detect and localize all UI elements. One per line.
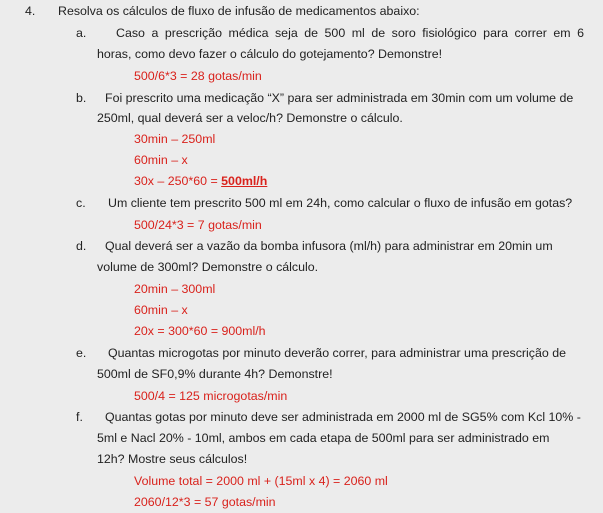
item-b-answer-2: 60min – x xyxy=(134,153,188,167)
item-c-answer: 500/24*3 = 7 gotas/min xyxy=(134,218,262,232)
item-f-letter: f. xyxy=(76,410,83,424)
item-d-answer-2: 60min – x xyxy=(134,303,188,317)
item-b-letter: b. xyxy=(76,91,87,105)
item-a-line-1: Caso a prescrição médica seja de 500 ml de soro fisiológico para correr em 6 xyxy=(116,26,584,40)
item-c-letter: c. xyxy=(76,196,86,210)
item-b-answer-prefix: 30x – 250*60 = xyxy=(134,174,222,188)
item-e-answer: 500/4 = 125 microgotas/min xyxy=(134,389,288,403)
item-f-line-1: Quantas gotas por minuto deve ser administrada em 2000 ml de SG5% com Kcl 10% - xyxy=(105,410,581,424)
item-c-line-1: Um cliente tem prescrito 500 ml em 24h, como calcular o fluxo de infusão em gotas? xyxy=(108,196,573,210)
item-a-letter: a. xyxy=(76,26,87,40)
item-e-line-1: Quantas microgotas por minuto deverão correr, para administrar uma prescrição de xyxy=(108,346,566,360)
item-d-letter: d. xyxy=(76,239,87,253)
item-b-answer-3 xyxy=(134,173,267,189)
item-d-answer-3: 20x = 300*60 = 900ml/h xyxy=(134,324,266,338)
item-b-line-2: 250ml, qual deverá ser a veloc/h? Demonstre o cálculo. xyxy=(97,111,403,125)
question-number: 4. xyxy=(25,4,36,18)
item-d-line-2: volume de 300ml? Demonstre o cálculo. xyxy=(97,260,319,274)
item-a-answer: 500/6*3 = 28 gotas/min xyxy=(134,69,262,83)
item-f-line-3: 12h? Mostre seus cálculos! xyxy=(97,452,248,466)
item-b-answer-1: 30min – 250ml xyxy=(134,132,216,146)
item-e-letter: e. xyxy=(76,346,87,360)
item-f-answer-2: 2060/12*3 = 57 gotas/min xyxy=(134,495,276,509)
item-f-answer-1: Volume total = 2000 ml + (15ml x 4) = 2060 ml xyxy=(134,474,388,488)
item-a-line-2: horas, como devo fazer o cálculo do gotejamento? Demonstre! xyxy=(97,47,443,61)
item-d-answer-1: 20min – 300ml xyxy=(134,282,216,296)
item-b-line-1: Foi prescrito uma medicação “X” para ser administrada em 30min com um volume de xyxy=(105,91,574,105)
item-b-answer-result: 500ml/h xyxy=(221,174,268,188)
item-d-line-1: Qual deverá ser a vazão da bomba infusora (ml/h) para administrar em 20min um xyxy=(105,239,553,253)
item-f-line-2: 5ml e Nacl 20% - 10ml, ambos em cada etapa de 500ml para ser administrado em xyxy=(97,431,550,445)
item-e-line-2: 500ml de SF0,9% durante 4h? Demonstre! xyxy=(97,367,333,381)
question-title: Resolva os cálculos de fluxo de infusão de medicamentos abaixo: xyxy=(58,4,420,18)
